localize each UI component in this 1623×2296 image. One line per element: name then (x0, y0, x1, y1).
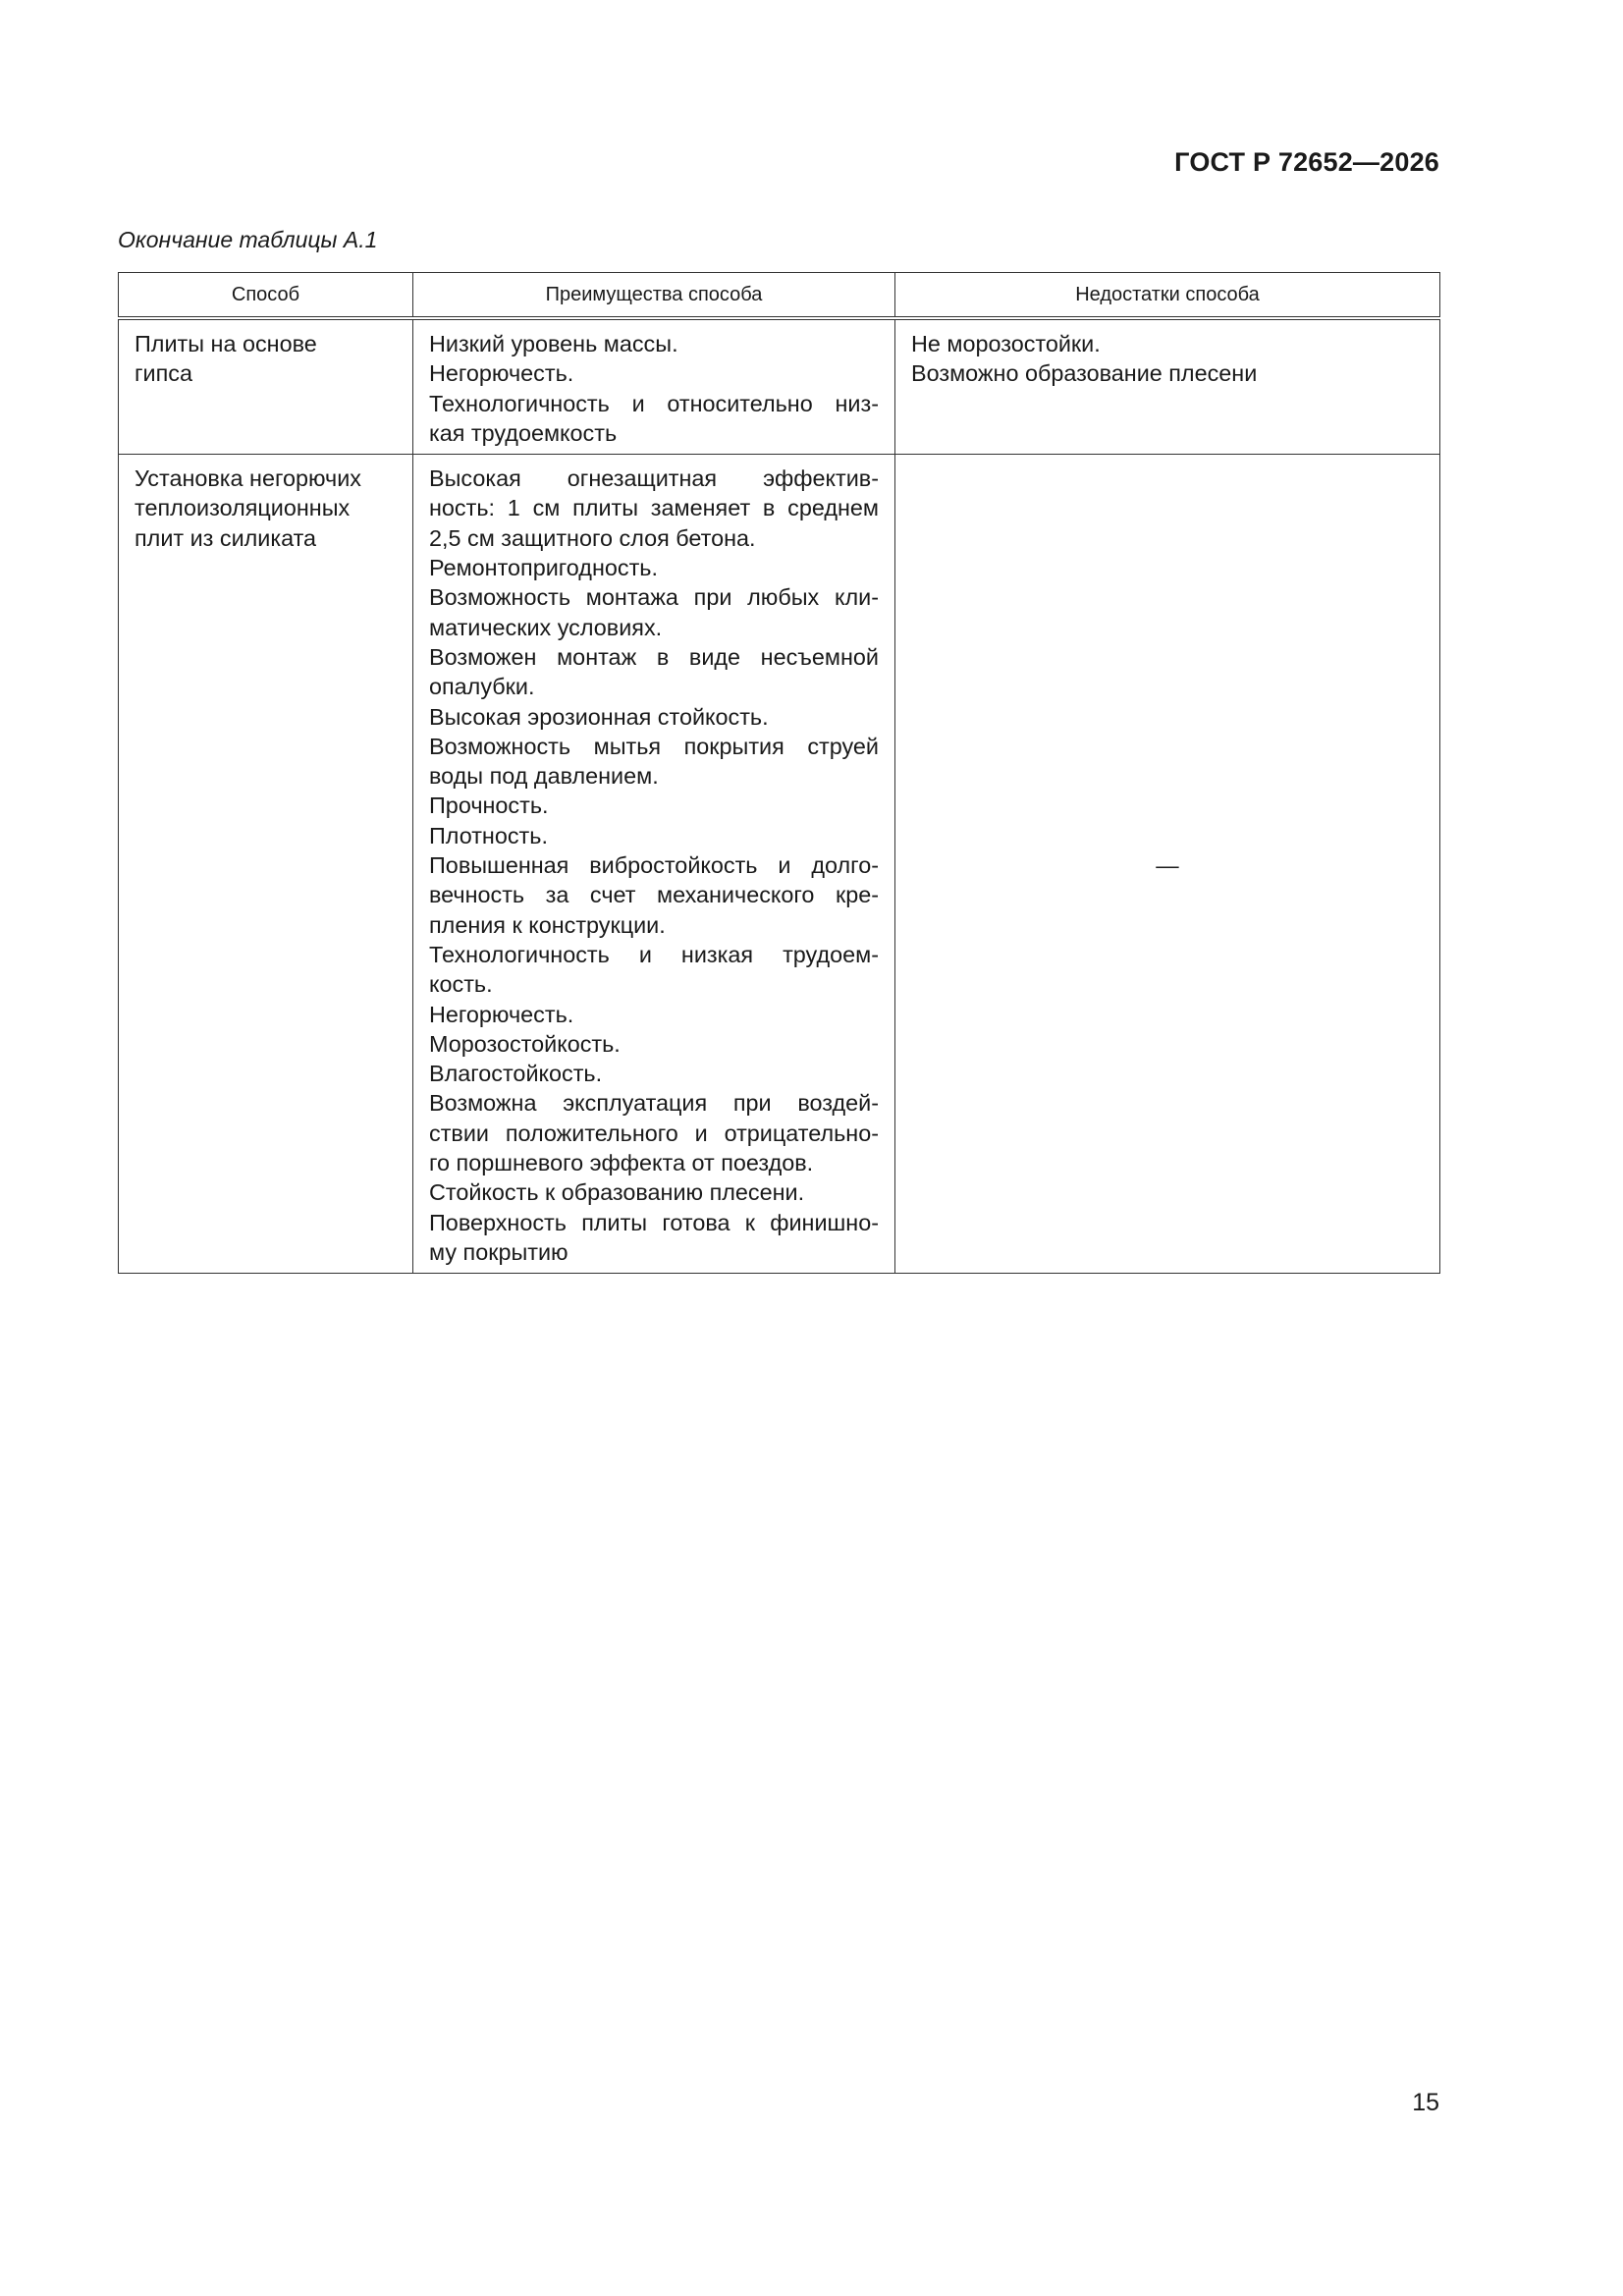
disadvantages-cell (895, 318, 1440, 455)
advantage-line: 2,5 см защитного слоя бетона. (429, 524, 756, 551)
header-advantages: Преимущества способа (413, 273, 895, 319)
page-number: 15 (1412, 2089, 1439, 2116)
advantage-line: кость. (429, 971, 493, 998)
advantage-line: Морозостойкость. (429, 1030, 621, 1057)
advantage-line: Возможна эксплуатация при воздей- (429, 1090, 879, 1117)
advantage-line: опалубки. (429, 674, 535, 700)
advantage-line: Возможность мытья покрытия струей (429, 733, 879, 759)
advantage-line: воды под давлением. (429, 763, 659, 790)
advantage-line: Прочность. (429, 793, 549, 819)
advantage-line: ствии положительного и отрицательно- (429, 1120, 879, 1146)
advantage-line: Влагостойкость. (429, 1061, 603, 1087)
disadvantage-line: Возможно образование плесени (911, 360, 1258, 387)
method-line: плит из силиката (135, 524, 317, 551)
advantage-line: Высокая огнезащитная эффектив- (429, 465, 879, 492)
advantage-line: му покрытию (429, 1238, 568, 1265)
table-caption: Окончание таблицы А.1 (118, 227, 378, 252)
disadvantage-line: — (1156, 852, 1179, 879)
advantage-line: Высокая эрозионная стойкость. (429, 703, 769, 730)
disadvantage-line: Не морозостойки. (911, 331, 1101, 356)
advantage-line: ность: 1 см плиты заменяет в среднем (429, 495, 879, 521)
table-row (119, 455, 1440, 1274)
advantage-line: Возможность монтажа при любых кли- (429, 584, 879, 611)
advantage-line: Поверхность плиты готова к финишно- (429, 1209, 879, 1235)
advantage-line: пления к конструкции. (429, 911, 666, 938)
document-code: ГОСТ Р 72652—2026 (1174, 147, 1439, 177)
advantage-line: Технологичность и относительно низ- (429, 390, 879, 416)
advantage-line: Негорючесть. (429, 1001, 574, 1027)
method-cell (119, 318, 413, 455)
header-disadvantages: Недостатки способа (895, 273, 1440, 319)
table-header (119, 273, 1440, 319)
advantages-cell (413, 318, 895, 455)
method-line: Установка негорючих (135, 465, 361, 492)
method-line: гипса (135, 360, 192, 387)
advantages-cell (413, 455, 895, 1274)
advantage-line: матических условиях. (429, 614, 663, 640)
table-body (119, 318, 1440, 1274)
method-line: Плиты на основе (135, 331, 317, 356)
advantage-line: Низкий уровень массы. (429, 331, 678, 356)
advantage-line: Повышенная вибростойкость и долго- (429, 852, 879, 879)
table-header-row (119, 273, 1440, 319)
advantage-line: Негорючесть. (429, 360, 574, 387)
header-method: Способ (119, 273, 413, 319)
advantage-line: Стойкость к образованию плесени. (429, 1179, 805, 1206)
advantage-line: кая трудоемкость (429, 419, 618, 446)
advantage-line: Ремонтопригодность. (429, 555, 658, 581)
advantage-line: вечность за счет механического кре- (429, 882, 879, 908)
table-row (119, 318, 1440, 455)
disadvantages-cell (895, 455, 1440, 1274)
method-cell (119, 455, 413, 1274)
advantage-line: Плотность. (429, 822, 548, 848)
advantage-line: Возможен монтаж в виде несъемной (429, 643, 879, 670)
method-line: теплоизоляционных (135, 495, 351, 521)
advantage-line: Технологичность и низкая трудоем- (429, 941, 879, 967)
methods-table (118, 272, 1440, 1274)
advantage-line: го поршневого эффекта от поездов. (429, 1150, 814, 1176)
